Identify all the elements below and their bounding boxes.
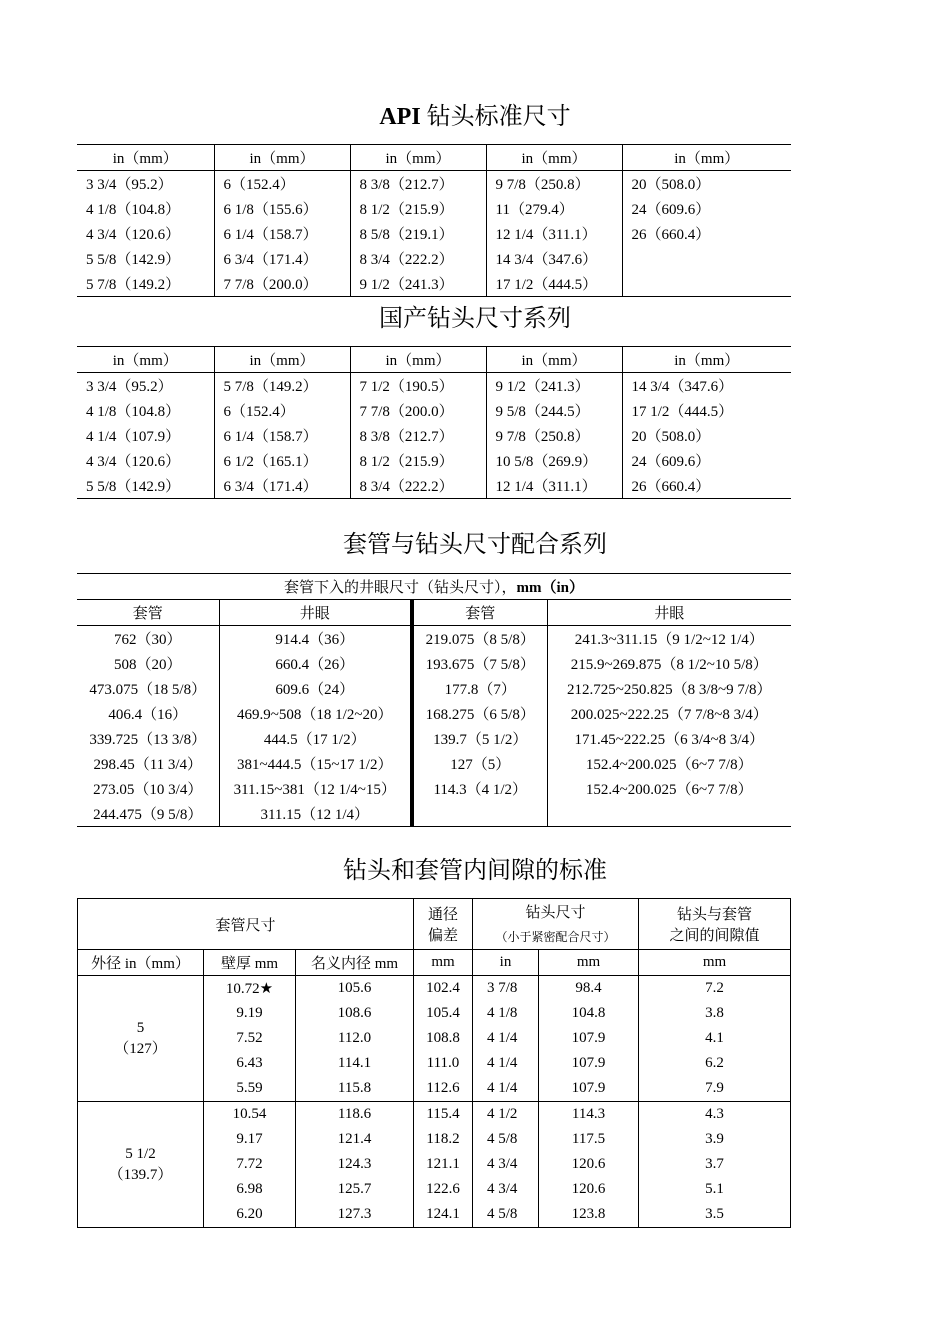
table-cell: 762（30） (113, 632, 182, 648)
casing-bit-match-table (77, 573, 791, 827)
table-cell: 112.6 (414, 1076, 473, 1102)
table-row (77, 801, 791, 827)
table-cell: 26（660.4） (622, 221, 791, 246)
table-cell: 14 3/4（347.6） (622, 373, 791, 399)
table-cell: 4 3/4 (473, 1152, 539, 1177)
table-cell: 4 3/4（120.6） (86, 227, 181, 243)
table-cell: 193.675（7 5/8） (412, 651, 547, 676)
table-cell: 177.8（7） (412, 676, 547, 701)
table-cell: 5 7/8（149.2） (214, 373, 350, 399)
table-cell: 311.15~381（12 1/4~15） (219, 776, 412, 801)
table-cell: 115.8 (296, 1076, 414, 1102)
table-cell: 114.3 (539, 1102, 639, 1128)
table-cell: 26（660.4） (622, 473, 791, 499)
table-cell: 7.9 (639, 1076, 791, 1102)
column-header-casing: 套管 (77, 600, 219, 626)
table-cell: 6 3/4（171.4） (214, 473, 350, 499)
table-cell: 3 3/4（95.2） (86, 379, 173, 395)
table-cell: 4 1/4 (473, 1051, 539, 1076)
table-cell: 10 5/8（269.9） (486, 448, 622, 473)
table-cell: 4 5/8 (473, 1202, 539, 1228)
table-cell (622, 271, 791, 297)
table-cell: 107.9 (539, 1051, 639, 1076)
table-cell: 115.4 (414, 1102, 473, 1128)
table-cell: 7.52 (204, 1026, 296, 1051)
table-cell: 241.3~311.15（9 1/2~12 1/4） (547, 626, 791, 652)
api-bit-size-table (77, 144, 791, 297)
table-cell: 12 1/4（311.1） (486, 473, 622, 499)
table-cell: 125.7 (296, 1177, 414, 1202)
table-cell: 17 1/2（444.5） (486, 271, 622, 297)
table-cell: 107.9 (539, 1026, 639, 1051)
table-cell: 139.7（5 1/2） (412, 726, 547, 751)
table-cell: 3.9 (639, 1127, 791, 1152)
table-cell: 4 1/8 (473, 1001, 539, 1026)
table-cell: 6.2 (639, 1051, 791, 1076)
table-row (77, 423, 791, 448)
table-cell: 473.075（18 5/8） (89, 682, 207, 698)
column-header: in（mm） (77, 145, 214, 171)
table-cell: 14 3/4（347.6） (486, 246, 622, 271)
header-bit-size: 钻头尺寸 (473, 899, 639, 925)
table-cell: 4 3/4（120.6） (86, 454, 181, 470)
table-cell: 9 5/8（244.5） (486, 398, 622, 423)
table-cell: 212.725~250.825（8 3/8~9 7/8） (547, 676, 791, 701)
clearance-table (77, 898, 791, 1228)
table-cell: 114.3（4 1/2） (412, 776, 547, 801)
table-cell: 8 3/8（212.7） (350, 171, 486, 197)
domestic-title: 国产钻头尺寸系列 (379, 306, 571, 332)
outer-diameter-cell: 5 1/2 （139.7） (78, 1102, 204, 1228)
table-cell: 5 7/8（149.2） (86, 277, 181, 293)
table-cell: 124.3 (296, 1152, 414, 1177)
column-header: in（mm） (350, 347, 486, 373)
domestic-bit-size-table (77, 346, 791, 499)
table-caption: 套管下入的井眼尺寸（钻头尺寸），mm（in） (77, 574, 791, 600)
column-header-hole: 井眼 (219, 600, 412, 626)
table-cell: 112.0 (296, 1026, 414, 1051)
table-cell: 107.9 (539, 1076, 639, 1102)
api-title: API 钻头标准尺寸 (379, 104, 571, 130)
table-cell: 914.4（36） (219, 626, 412, 652)
column-header: in（mm） (622, 347, 791, 373)
table-cell: 24（609.6） (622, 448, 791, 473)
table-cell: 152.4~200.025（6~7 7/8） (547, 751, 791, 776)
table-cell: 7.2 (639, 976, 791, 1002)
table-cell: 4 3/4 (473, 1177, 539, 1202)
table-row (77, 626, 791, 652)
column-header-hole: 井眼 (547, 600, 791, 626)
table-row (77, 676, 791, 701)
table-row (77, 171, 791, 197)
table-row (77, 221, 791, 246)
table-row (77, 651, 791, 676)
table-cell: 8 5/8（219.1） (350, 221, 486, 246)
table-cell: 7.72 (204, 1152, 296, 1177)
table-cell: 98.4 (539, 976, 639, 1002)
table-cell: 120.6 (539, 1152, 639, 1177)
table-row (77, 473, 791, 499)
table-cell: 609.6（24） (219, 676, 412, 701)
table-cell: 7 7/8（200.0） (214, 271, 350, 297)
table-cell: 5.1 (639, 1177, 791, 1202)
table-cell: 4.1 (639, 1026, 791, 1051)
table-cell: 311.15（12 1/4） (219, 801, 412, 827)
table-cell: 3.8 (639, 1001, 791, 1026)
table-cell: 4 5/8 (473, 1127, 539, 1152)
column-header: in（mm） (350, 145, 486, 171)
header-wall-thickness: 壁厚 mm (204, 950, 296, 976)
table-cell: 381~444.5（15~17 1/2） (219, 751, 412, 776)
table-cell: 20（508.0） (622, 423, 791, 448)
column-header: in（mm） (486, 145, 622, 171)
table-cell: 3.7 (639, 1152, 791, 1177)
header-bit-size-note: （小于紧密配合尺寸） (473, 924, 639, 950)
table-row (77, 196, 791, 221)
header-bit-mm: mm (539, 950, 639, 976)
table-cell: 406.4（16） (108, 707, 188, 723)
table-cell: 6（152.4） (214, 398, 350, 423)
table-cell: 114.1 (296, 1051, 414, 1076)
table-cell: 8 3/4（222.2） (350, 473, 486, 499)
table-cell: 3 3/4（95.2） (86, 177, 173, 193)
column-header: in（mm） (622, 145, 791, 171)
table-cell: 6.43 (204, 1051, 296, 1076)
column-header: in（mm） (486, 347, 622, 373)
table-cell: 108.6 (296, 1001, 414, 1026)
header-drift-unit: mm (414, 950, 473, 976)
table-cell: 9 7/8（250.8） (486, 423, 622, 448)
table-cell: 120.6 (539, 1177, 639, 1202)
table-row (77, 246, 791, 271)
header-clearance: 钻头与套管 之间的间隙值 (639, 899, 791, 950)
table-cell: 127（5） (412, 751, 547, 776)
table-cell: 3.5 (639, 1202, 791, 1228)
table-cell: 122.6 (414, 1177, 473, 1202)
outer-diameter-cell: 5 （127） (78, 976, 204, 1102)
table-cell: 4.3 (639, 1102, 791, 1128)
table-cell: 104.8 (539, 1001, 639, 1026)
table-cell: 6（152.4） (214, 171, 350, 197)
table-cell: 8 1/2（215.9） (350, 196, 486, 221)
table-cell: 4 1/8（104.8） (86, 202, 181, 218)
table-cell: 3 7/8 (473, 976, 539, 1002)
table-cell: 8 3/4（222.2） (350, 246, 486, 271)
table-cell: 127.3 (296, 1202, 414, 1228)
table-cell: 117.5 (539, 1127, 639, 1152)
table-cell: 444.5（17 1/2） (219, 726, 412, 751)
table-cell: 4 1/4 (473, 1076, 539, 1102)
table-cell: 111.0 (414, 1051, 473, 1076)
table-cell: 171.45~222.25（6 3/4~8 3/4） (547, 726, 791, 751)
table-row (77, 398, 791, 423)
table-row (77, 726, 791, 751)
column-header: in（mm） (77, 347, 214, 373)
clearance-title: 钻头和套管内间隙的标准 (343, 858, 607, 884)
table-cell: 5 5/8（142.9） (86, 479, 181, 495)
table-cell: 12 1/4（311.1） (486, 221, 622, 246)
table-cell: 6 1/2（165.1） (214, 448, 350, 473)
table-row (77, 373, 791, 399)
table-cell: 8 3/8（212.7） (350, 423, 486, 448)
table-cell: 4 1/4 (473, 1026, 539, 1051)
table-row (77, 776, 791, 801)
table-cell: 124.1 (414, 1202, 473, 1228)
table-cell: 6 3/4（171.4） (214, 246, 350, 271)
header-casing-size: 套管尺寸 (78, 899, 414, 950)
table-cell: 123.8 (539, 1202, 639, 1228)
table-cell: 215.9~269.875（8 1/2~10 5/8） (547, 651, 791, 676)
table-cell: 10.72★ (204, 976, 296, 1002)
column-header-casing: 套管 (412, 600, 547, 626)
table-cell: 24（609.6） (622, 196, 791, 221)
table-cell: 4 1/8（104.8） (86, 404, 181, 420)
table-cell: 6 1/4（158.7） (214, 221, 350, 246)
table-cell: 219.075（8 5/8） (412, 626, 547, 652)
table-cell: 200.025~222.25（7 7/8~8 3/4） (547, 701, 791, 726)
table-cell: 10.54 (204, 1102, 296, 1128)
casing-bit-match-title: 套管与钻头尺寸配合系列 (343, 532, 607, 558)
table-cell: 9.17 (204, 1127, 296, 1152)
table-cell: 7 7/8（200.0） (350, 398, 486, 423)
table-cell: 118.2 (414, 1127, 473, 1152)
table-cell: 20（508.0） (622, 171, 791, 197)
header-nominal-id: 名义内径 mm (296, 950, 414, 976)
table-cell: 298.45（11 3/4） (93, 757, 203, 773)
table-cell: 6 1/8（155.6） (214, 196, 350, 221)
table-cell: 5 5/8（142.9） (86, 252, 181, 268)
table-cell: 7 1/2（190.5） (350, 373, 486, 399)
table-cell: 5.59 (204, 1076, 296, 1102)
table-cell: 6 1/4（158.7） (214, 423, 350, 448)
table-cell: 168.275（6 5/8） (412, 701, 547, 726)
header-drift-deviation: 通径 偏差 (414, 899, 473, 950)
table-row (78, 1102, 791, 1128)
table-cell: 660.4（26） (219, 651, 412, 676)
table-cell: 121.4 (296, 1127, 414, 1152)
header-clearance-unit: mm (639, 950, 791, 976)
table-cell: 121.1 (414, 1152, 473, 1177)
table-row (78, 976, 791, 1002)
table-cell: 508（20） (113, 657, 182, 673)
table-cell: 4 1/4（107.9） (86, 429, 181, 445)
table-cell: 8 1/2（215.9） (350, 448, 486, 473)
table-cell: 17 1/2（444.5） (622, 398, 791, 423)
table-cell: 9.19 (204, 1001, 296, 1026)
table-cell: 6.98 (204, 1177, 296, 1202)
column-header: in（mm） (214, 145, 350, 171)
table-cell: 273.05（10 3/4） (93, 782, 203, 798)
table-row (77, 271, 791, 297)
table-cell (412, 801, 547, 827)
table-row (77, 701, 791, 726)
table-cell: 4 1/2 (473, 1102, 539, 1128)
table-cell: 152.4~200.025（6~7 7/8） (547, 776, 791, 801)
table-cell: 108.8 (414, 1026, 473, 1051)
header-bit-in: in (473, 950, 539, 976)
table-cell: 244.475（9 5/8） (93, 807, 203, 823)
table-cell: 6.20 (204, 1202, 296, 1228)
table-cell (622, 246, 791, 271)
table-row (77, 448, 791, 473)
table-cell: 11（279.4） (486, 196, 622, 221)
table-cell: 9 1/2（241.3） (350, 271, 486, 297)
table-cell: 105.6 (296, 976, 414, 1002)
table-cell: 102.4 (414, 976, 473, 1002)
table-cell: 469.9~508（18 1/2~20） (219, 701, 412, 726)
header-outer-diameter: 外径 in（mm） (78, 950, 204, 976)
table-cell: 118.6 (296, 1102, 414, 1128)
column-header: in（mm） (214, 347, 350, 373)
table-cell: 105.4 (414, 1001, 473, 1026)
table-cell: 9 7/8（250.8） (486, 171, 622, 197)
table-cell (547, 801, 791, 827)
table-cell: 9 1/2（241.3） (486, 373, 622, 399)
table-cell: 339.725（13 3/8） (89, 732, 207, 748)
table-row (77, 751, 791, 776)
